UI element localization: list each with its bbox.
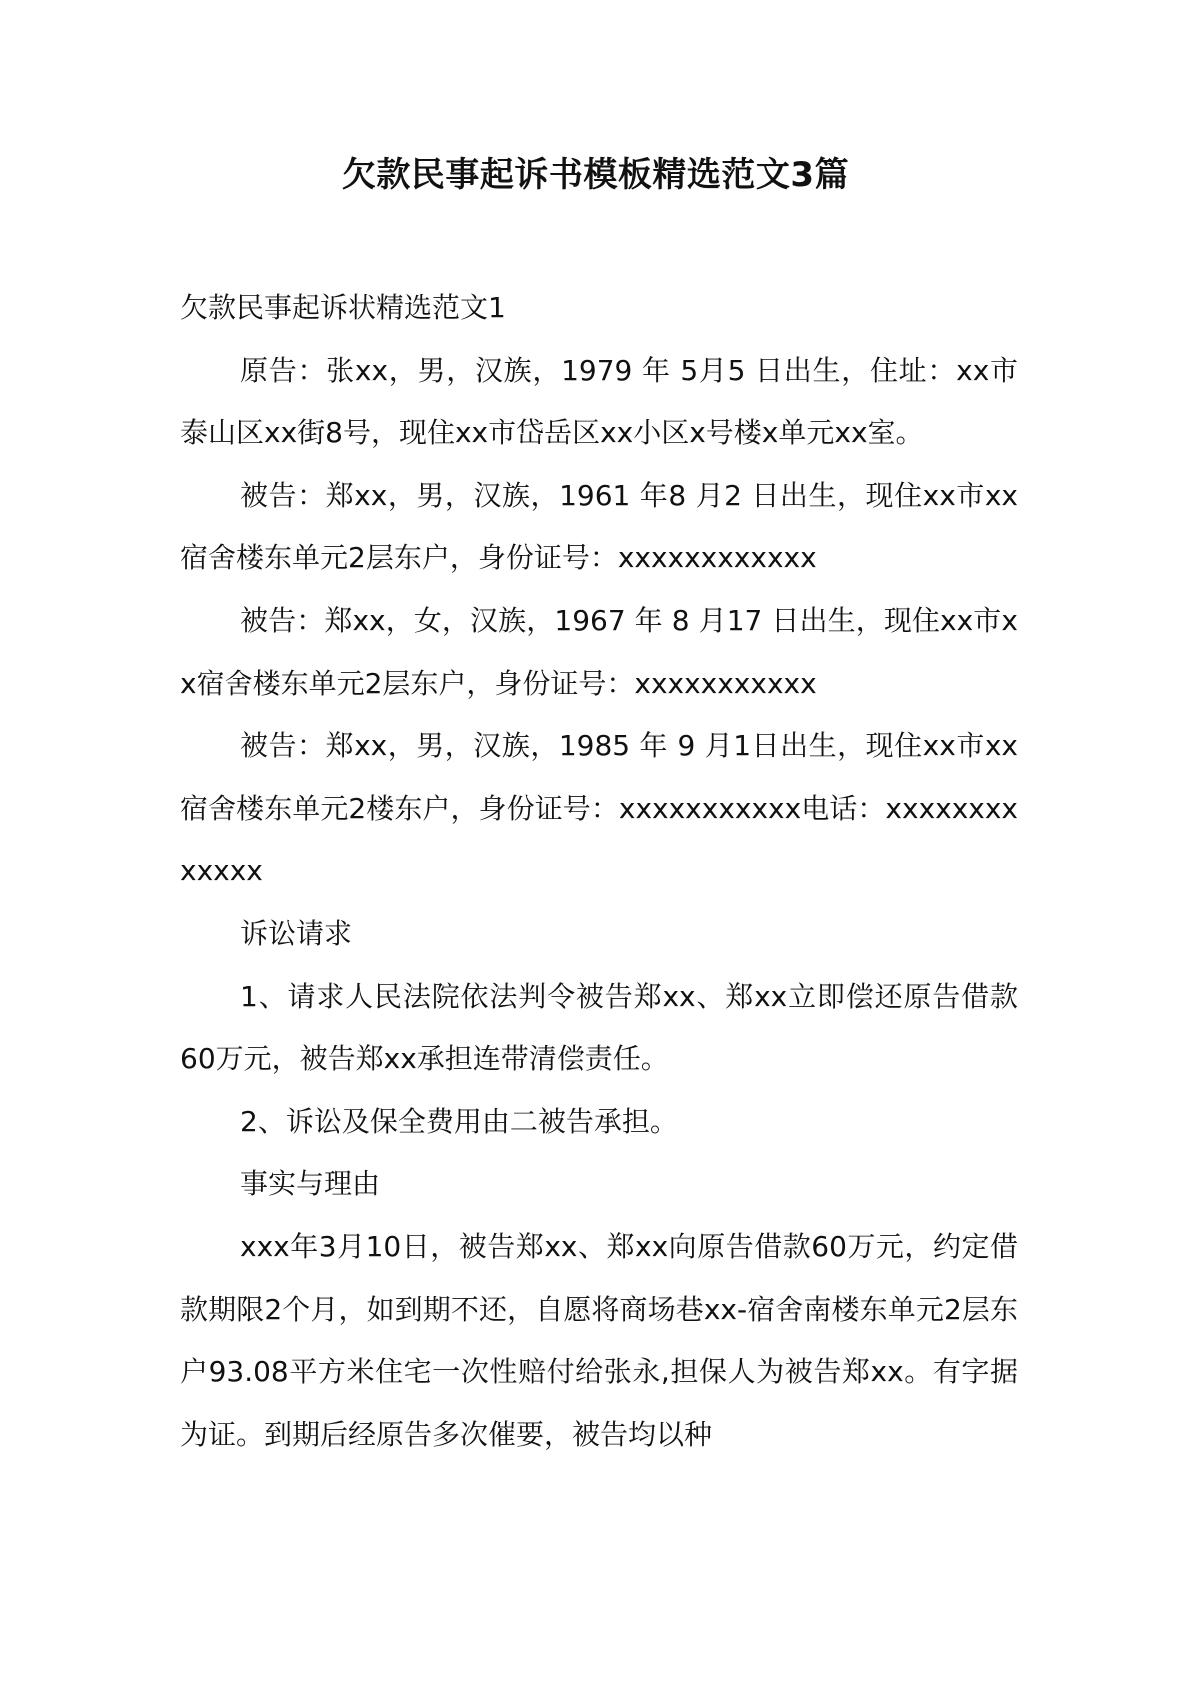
claim-item-2: 2、诉讼及保全费用由二被告承担。 [240, 1104, 678, 1138]
facts-paragraph: xxx年3月10日，被告郑xx、郑xx向原告借款60万元，约定借款期限2个月，如到期不还，自愿将商场巷xx-宿舍南楼东单元2层东户93.08平方米住宅一次性赔付给张永,担保人为被告郑xx。有字据为证。到期后经原告多次催要，被告均以种 [180, 1229, 1018, 1451]
document-title: 欠款民事起诉书模板精选范文3篇 [341, 155, 850, 195]
paragraph-defendant-3: 被告：郑xx，男，汉族，1985 年 9 月1日出生，现住xx市xx宿舍楼东单元2楼东户，身份证号：xxxxxxxxxxx电话：xxxxxxxxxxxxx [180, 729, 1018, 888]
paragraph-defendant-1: 被告：郑xx，男，汉族，1961 年8 月2 日出生，现住xx市xx宿舍楼东单元2层东户，身份证号：xxxxxxxxxxxx [180, 478, 1018, 575]
document-body [180, 277, 1027, 1466]
paragraph-defendant-2: 被告：郑xx，女，汉族，1967 年 8 月17 日出生，现住xx市xx宿舍楼东单元2层东户，身份证号：xxxxxxxxxxx [180, 603, 1018, 700]
claims-heading: 诉讼请求 [240, 916, 353, 950]
paragraph-plaintiff: 原告：张xx，男，汉族，1979 年 5月5 日出生，住址：xx市泰山区xx街8号，现住xx市岱岳区xx小区x号楼x单元xx室。 [180, 353, 1018, 450]
claim-item-1: 1、请求人民法院依法判令被告郑xx、郑xx立即偿还原告借款 60万元，被告郑xx承担连带清偿责任。 [180, 979, 1027, 1076]
section-heading: 欠款民事起诉状精选范文1 [180, 291, 506, 324]
facts-heading: 事实与理由 [240, 1167, 381, 1201]
